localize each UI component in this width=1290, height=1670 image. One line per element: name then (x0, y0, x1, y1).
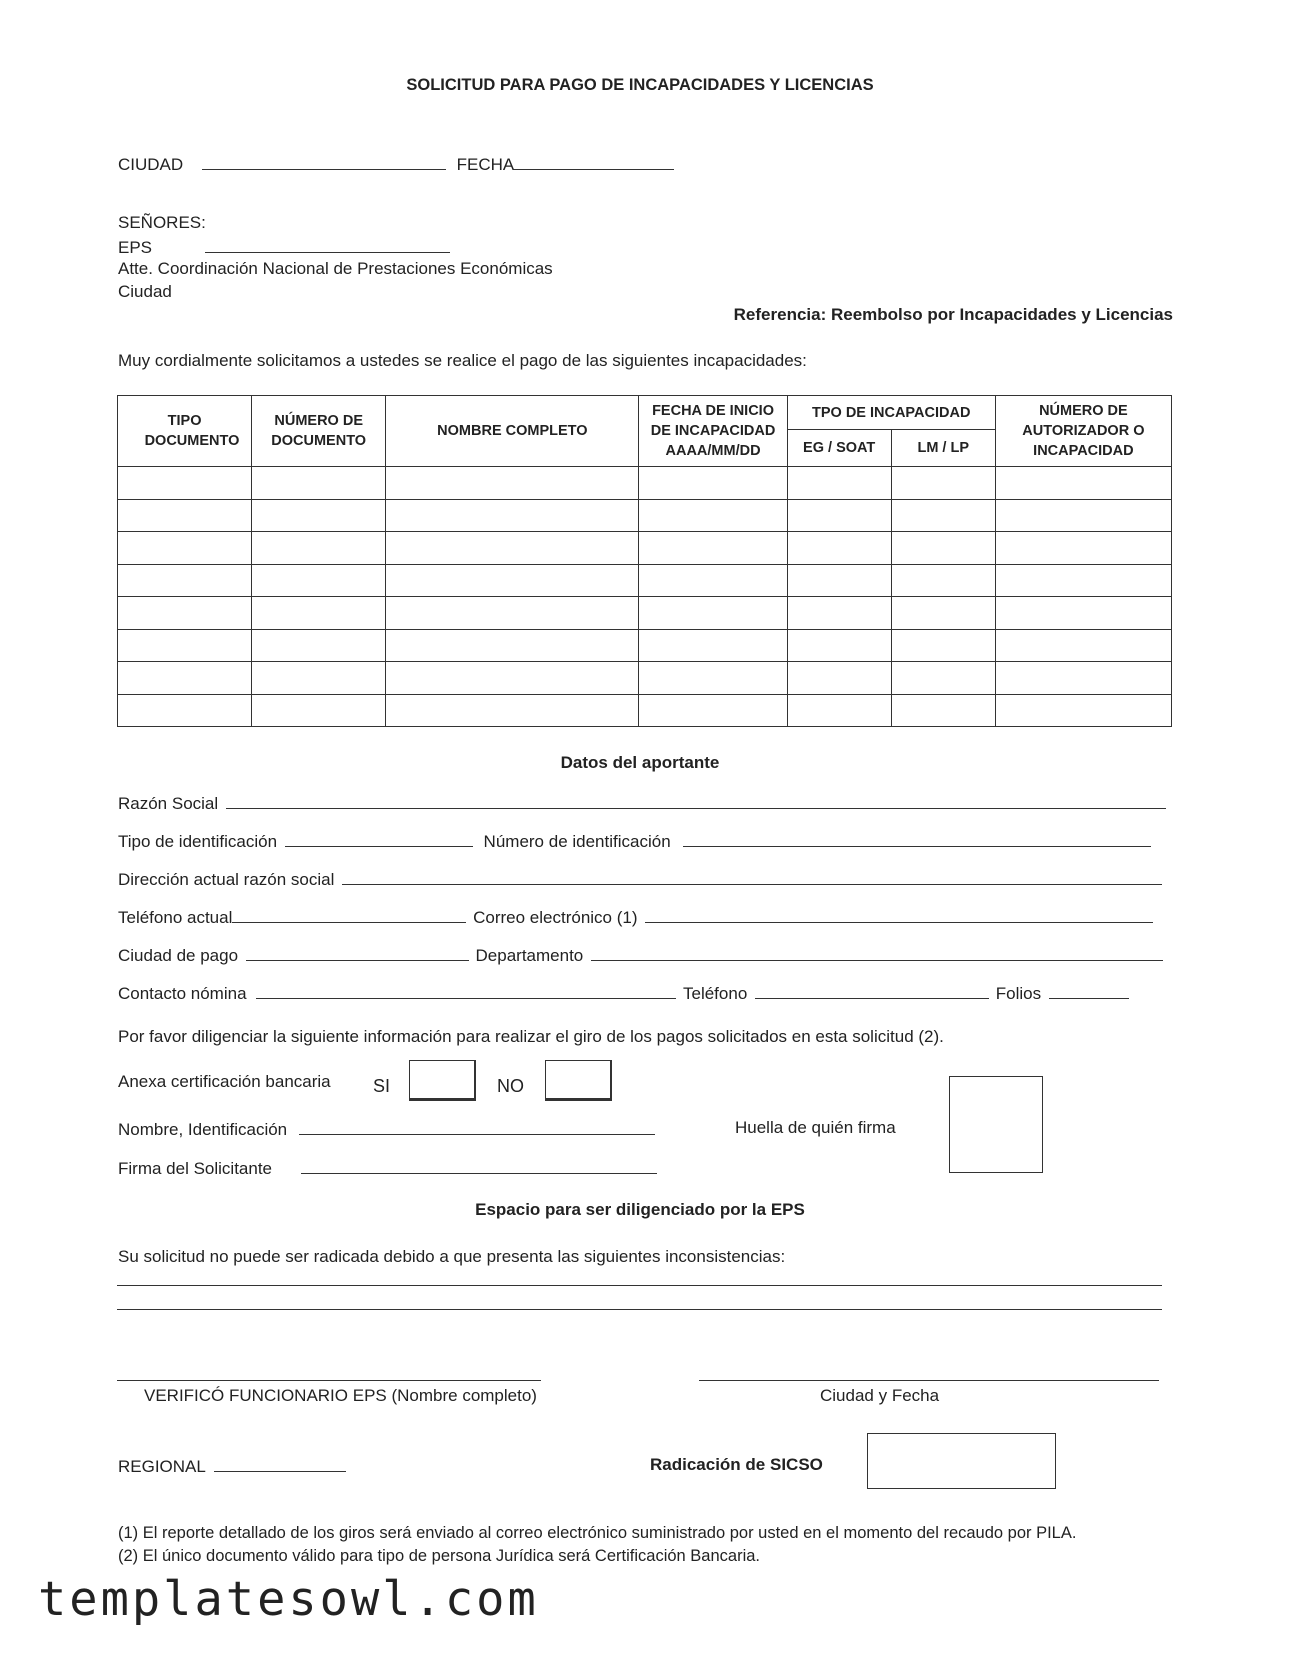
fecha-label: FECHA (456, 155, 515, 174)
table-cell[interactable] (891, 629, 995, 662)
no-label: NO (497, 1076, 524, 1096)
table-cell[interactable] (891, 597, 995, 630)
correo-input-line[interactable] (645, 906, 1153, 923)
huella-box[interactable] (949, 1076, 1043, 1173)
table-cell[interactable] (995, 662, 1171, 695)
table-cell[interactable] (386, 662, 639, 695)
telefono-actual-input-line[interactable] (232, 906, 466, 923)
watermark-logo: templatesowl.com (38, 1572, 539, 1627)
table-row (118, 499, 1172, 532)
tipo-id-input-line[interactable] (285, 830, 473, 847)
col-nombre-completo: NOMBRE COMPLETO (386, 396, 639, 467)
ciudad-fecha-label: Ciudad y Fecha (820, 1386, 940, 1405)
aportante-heading: Datos del aportante (560, 753, 720, 772)
table-row (118, 662, 1172, 695)
huella-label: Huella de quién firma (735, 1118, 896, 1137)
direccion-row (118, 868, 1162, 890)
tipo-id-label: Tipo de identificación (118, 832, 278, 851)
table-cell[interactable] (118, 662, 252, 695)
col-numero-autorizador: NÚMERO DE AUTORIZADOR O INCAPACIDAD (995, 396, 1171, 467)
table-cell[interactable] (252, 597, 386, 630)
table-cell[interactable] (891, 532, 995, 565)
correo-label: Correo electrónico (1) (473, 908, 638, 927)
table-cell[interactable] (252, 629, 386, 662)
telefono-label: Teléfono (683, 984, 748, 1003)
contacto-nomina-label: Contacto nómina (118, 984, 247, 1003)
col-eg-soat: EG / SOAT (787, 430, 891, 467)
verifico-signature-line[interactable] (117, 1380, 541, 1381)
inconsistencias-line-2[interactable] (117, 1309, 1162, 1310)
col-numero-documento: NÚMERO DE DOCUMENTO (252, 396, 386, 467)
table-cell[interactable] (891, 499, 995, 532)
table-row (118, 564, 1172, 597)
table-row (118, 694, 1172, 727)
firma-row (118, 1157, 657, 1179)
folios-input-line[interactable] (1049, 982, 1129, 999)
table-cell[interactable] (639, 694, 787, 727)
table-cell[interactable] (891, 662, 995, 695)
direccion-label: Dirección actual razón social (118, 870, 335, 889)
table-cell[interactable] (995, 597, 1171, 630)
departamento-label: Departamento (475, 946, 584, 965)
table-cell[interactable] (639, 564, 787, 597)
ciudad-input-line[interactable] (202, 153, 446, 170)
col-tipo-incapacidad: TPO DE INCAPACIDAD (787, 396, 995, 430)
razon-social-label: Razón Social (118, 794, 219, 813)
table-cell[interactable] (891, 467, 995, 500)
inconsistencias-line-1[interactable] (117, 1285, 1162, 1286)
ciudad-label: CIUDAD (118, 155, 184, 174)
senores-label: SEÑORES: (118, 213, 206, 232)
table-cell[interactable] (386, 694, 639, 727)
table-cell[interactable] (118, 629, 252, 662)
telefono-actual-label: Teléfono actual (118, 908, 233, 927)
table-cell[interactable] (386, 467, 639, 500)
footnote-1: (1) El reporte detallado de los giros será enviado al correo electrónico suministrado por usted en el momento del recaudo por PILA. (118, 1524, 1077, 1542)
regional-row (118, 1455, 346, 1477)
table-cell[interactable] (118, 532, 252, 565)
razon-social-row (118, 792, 1166, 814)
firma-input-line[interactable] (301, 1157, 657, 1174)
footnote-2: (2) El único documento válido para tipo de persona Jurídica será Certificación Bancaria. (118, 1547, 761, 1565)
table-cell[interactable] (891, 694, 995, 727)
ciudad-fecha-row (118, 153, 674, 175)
ciudad-pago-input-line[interactable] (246, 944, 469, 961)
referencia: Referencia: Reembolso por Incapacidades y Licencias (733, 305, 1173, 324)
inconsistencias-label: Su solicitud no puede ser radicada debido a que presenta las siguientes inconsistencias: (118, 1247, 786, 1266)
fecha-input-line[interactable] (514, 153, 674, 170)
eps-section-heading: Espacio para ser diligenciado por la EPS (475, 1200, 805, 1219)
intro-text: Muy cordialmente solicitamos a ustedes se realice el pago de las siguientes incapacidades: (118, 351, 807, 370)
firma-label: Firma del Solicitante (118, 1159, 273, 1178)
identificacion-row (118, 830, 1151, 852)
table-row (118, 532, 1172, 565)
table-cell[interactable] (639, 467, 787, 500)
table-cell[interactable] (639, 597, 787, 630)
folios-label: Folios (995, 984, 1042, 1003)
table-cell[interactable] (995, 564, 1171, 597)
form-title: SOLICITUD PARA PAGO DE INCAPACIDADES Y LICENCIAS (406, 76, 874, 94)
telefono-input-line[interactable] (755, 982, 989, 999)
table-cell[interactable] (639, 629, 787, 662)
table-cell[interactable] (639, 662, 787, 695)
table-cell[interactable] (252, 532, 386, 565)
table-cell[interactable] (252, 694, 386, 727)
table-cell[interactable] (787, 499, 891, 532)
radicacion-box[interactable] (867, 1433, 1056, 1489)
ciudad-pago-row (118, 944, 1163, 966)
ciudad-pago-label: Ciudad de pago (118, 946, 239, 965)
atte-line: Atte. Coordinación Nacional de Prestaciones Económicas (118, 259, 553, 278)
radicacion-label: Radicación de SICSO (650, 1455, 823, 1474)
razon-social-input-line[interactable] (226, 792, 1166, 809)
table-cell[interactable] (787, 597, 891, 630)
eps-label: EPS (118, 238, 153, 257)
table-cell[interactable] (891, 564, 995, 597)
table-cell[interactable] (386, 499, 639, 532)
table-cell[interactable] (995, 467, 1171, 500)
contacto-nomina-input-line[interactable] (256, 982, 676, 999)
numero-id-input-line[interactable] (683, 830, 1151, 847)
table-cell[interactable] (252, 564, 386, 597)
table-cell[interactable] (118, 597, 252, 630)
departamento-input-line[interactable] (591, 944, 1163, 961)
table-row (118, 597, 1172, 630)
table-cell[interactable] (118, 467, 252, 500)
table-cell[interactable] (252, 662, 386, 695)
regional-input-line[interactable] (214, 1455, 346, 1472)
table-cell[interactable] (386, 564, 639, 597)
table-cell[interactable] (386, 629, 639, 662)
table-cell[interactable] (787, 629, 891, 662)
table-cell[interactable] (639, 499, 787, 532)
table-cell[interactable] (787, 564, 891, 597)
table-cell[interactable] (995, 532, 1171, 565)
col-lm-lp: LM / LP (891, 430, 995, 467)
anexa-label: Anexa certificación bancaria (118, 1072, 331, 1091)
table-cell[interactable] (252, 499, 386, 532)
nombre-id-row (118, 1118, 655, 1140)
table-cell[interactable] (118, 564, 252, 597)
nombre-id-label: Nombre, Identificación (118, 1120, 288, 1139)
verifico-label: VERIFICÓ FUNCIONARIO EPS (Nombre completo) (144, 1386, 537, 1405)
regional-label: REGIONAL (118, 1457, 206, 1476)
si-checkbox[interactable] (409, 1060, 476, 1101)
table-row (118, 629, 1172, 662)
table-cell[interactable] (118, 694, 252, 727)
table-cell[interactable] (639, 532, 787, 565)
eps-row (118, 236, 450, 258)
table-cell[interactable] (787, 467, 891, 500)
numero-id-label: Número de identificación (483, 832, 671, 851)
nombre-id-input-line[interactable] (299, 1118, 655, 1135)
table-cell[interactable] (787, 662, 891, 695)
col-tipo-documento: TIPO DOCUMENTO (118, 396, 252, 467)
ciudad-fecha-signature-line[interactable] (699, 1380, 1159, 1381)
table-cell[interactable] (995, 629, 1171, 662)
payment-instructions: Por favor diligenciar la siguiente información para realizar el giro de los pagos solicitados en esta solicitud (2). (118, 1027, 944, 1046)
table-row (118, 467, 1172, 500)
col-fecha-inicio: FECHA DE INICIO DE INCAPACIDAD AAAA/MM/DD (639, 396, 787, 467)
no-checkbox[interactable] (545, 1060, 612, 1101)
eps-input-line[interactable] (205, 236, 450, 253)
table-cell[interactable] (252, 467, 386, 500)
incapacidades-table (117, 395, 1172, 727)
table-cell[interactable] (386, 532, 639, 565)
table-cell[interactable] (787, 694, 891, 727)
direccion-input-line[interactable] (342, 868, 1162, 885)
table-cell[interactable] (118, 499, 252, 532)
table-cell[interactable] (787, 532, 891, 565)
address-ciudad: Ciudad (118, 282, 172, 301)
table-cell[interactable] (995, 694, 1171, 727)
contacto-nomina-row (118, 982, 1129, 1004)
table-cell[interactable] (386, 597, 639, 630)
table-cell[interactable] (995, 499, 1171, 532)
contacto-row (118, 906, 1153, 928)
si-label: SI (373, 1076, 391, 1096)
